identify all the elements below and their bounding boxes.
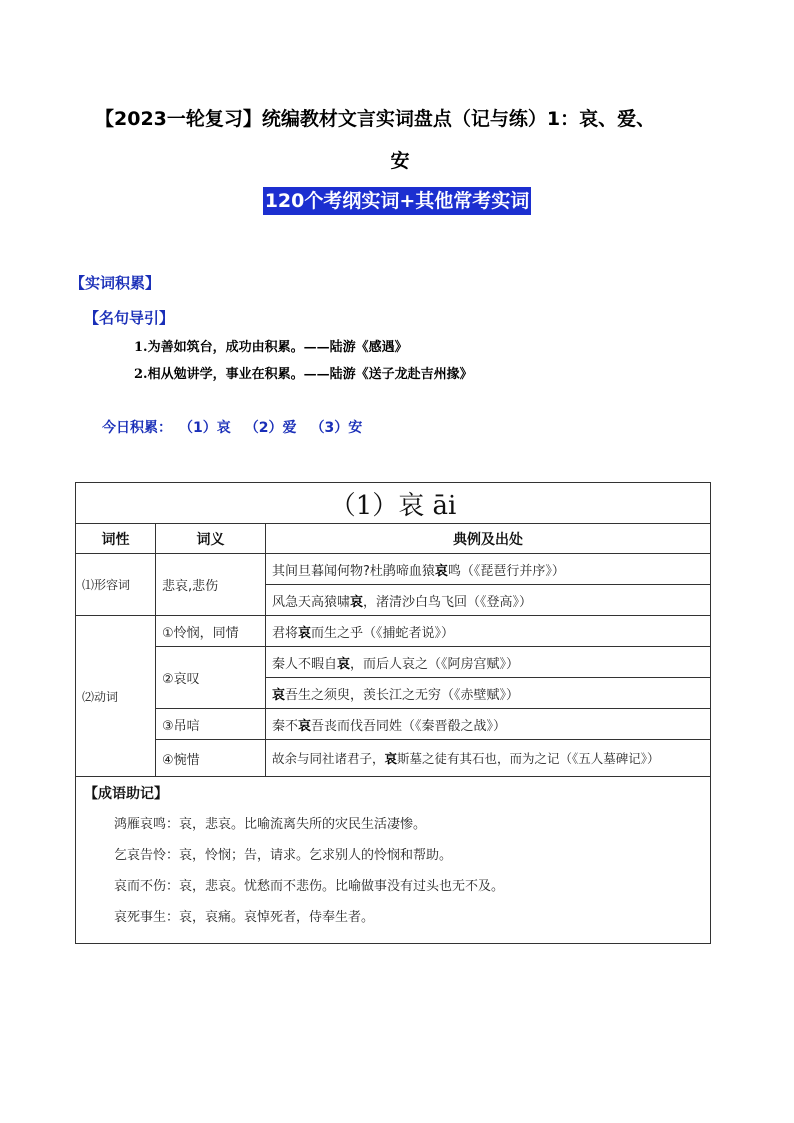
today-item: （1）哀 [186, 420, 231, 436]
idiom-line: 乞哀告怜：哀，怜悯；告，请求。乞求别人的怜悯和帮助。 [114, 848, 453, 863]
example-cell [266, 585, 711, 616]
meaning-cell: ④惋惜 [156, 740, 266, 777]
idiom-line: 鸿雁哀鸣：哀，悲哀。比喻流离失所的灾民生活凄惨。 [114, 817, 427, 832]
example-cell [266, 678, 711, 709]
keyword: 哀 [298, 718, 312, 734]
idiom-line: 哀而不伤：哀，悲哀。忧愁而不悲伤。比喻做事没有过头也无不及。 [114, 879, 505, 894]
meaning-cell: ②哀叹 [156, 647, 266, 709]
table-row [76, 709, 711, 740]
table-row [76, 616, 711, 647]
keyword: 哀 [298, 625, 312, 641]
idioms-row [76, 777, 711, 944]
idioms-cell [76, 777, 711, 944]
example-cell [266, 554, 711, 585]
idioms-title: 【成语助记】 [84, 786, 168, 802]
example-cell [266, 740, 711, 777]
example-text: 风急天高猿啸 [272, 594, 351, 610]
meaning-cell: 悲哀,悲伤 [156, 554, 266, 616]
keyword: 哀 [384, 751, 398, 766]
today-item: （2）爱 [244, 420, 297, 436]
header-pos: 词性 [76, 524, 156, 554]
pos-cell: ⑵动词 [76, 616, 156, 777]
table-row [76, 647, 711, 678]
example-text: 鸣（《琵琶行并序》） [447, 563, 565, 579]
section-heading-accumulate: 【实词积累】 [70, 274, 161, 292]
table-row [76, 740, 711, 777]
word-title: （1）哀 āi [76, 483, 711, 524]
meaning-cell: ①怜悯，同情 [156, 616, 266, 647]
title-line-2: 安 [390, 150, 410, 172]
keyword: 哀 [350, 594, 364, 610]
idiom-line: 哀死事生：哀，哀痛。哀悼死者，侍奉生者。 [114, 910, 375, 925]
example-text: 其间旦暮闻何物?杜鹃啼血猿 [272, 563, 435, 579]
pos-cell: ⑴形容词 [76, 554, 156, 616]
example-cell [266, 709, 711, 740]
example-cell [266, 647, 711, 678]
example-text: 斯墓之徒有其石也，而为之记（《五人墓碑记》） [397, 751, 660, 766]
example-text: 而生之乎（《捕蛇者说》） [311, 625, 455, 641]
header-meaning: 词义 [156, 524, 266, 554]
example-text: 故余与同社诸君子， [272, 751, 385, 766]
example-text: ，渚清沙白鸟飞回（《登高》） [363, 594, 533, 610]
keyword: 哀 [337, 656, 351, 672]
example-text: 吾丧而伐吾同姓（《秦晋殽之战》） [311, 718, 507, 734]
today-label: 今日积累： [102, 420, 172, 436]
today-accumulation [102, 417, 362, 437]
example-text: 秦不 [272, 718, 299, 734]
meaning-cell: ③吊唁 [156, 709, 266, 740]
subtitle-container [0, 187, 794, 215]
header-examples: 典例及出处 [266, 524, 711, 554]
vocab-table [75, 482, 711, 944]
example-text: 君将 [272, 625, 299, 641]
table-header-row [76, 524, 711, 554]
quote-line: 1.为善如筑台，成功由积累。——陆游《感遇》 [134, 340, 408, 355]
quote-line: 2.相从勉讲学，事业在积累。——陆游《送子龙赴吉州掾》 [134, 367, 473, 382]
example-text: 吾生之须臾，羡长江之无穷（《赤壁赋》） [285, 687, 520, 703]
keyword: 哀 [272, 687, 286, 703]
title-line-1: 【2023一轮复习】统编教材文言实词盘点（记与练）1：哀、爱、 [95, 108, 656, 130]
subtitle: 120个考纲实词+其他常考实词 [263, 187, 532, 215]
word-title-row [76, 483, 711, 524]
table-row [76, 554, 711, 585]
section-heading-guide: 【名句导引】 [84, 309, 175, 327]
keyword: 哀 [434, 563, 448, 579]
example-text: ，而后人哀之（《阿房宫赋》） [350, 656, 520, 672]
example-text: 秦人不暇自 [272, 656, 338, 672]
example-cell [266, 616, 711, 647]
page-title [95, 98, 715, 182]
today-item: （3）安 [310, 420, 363, 436]
famous-quotes [134, 334, 473, 388]
